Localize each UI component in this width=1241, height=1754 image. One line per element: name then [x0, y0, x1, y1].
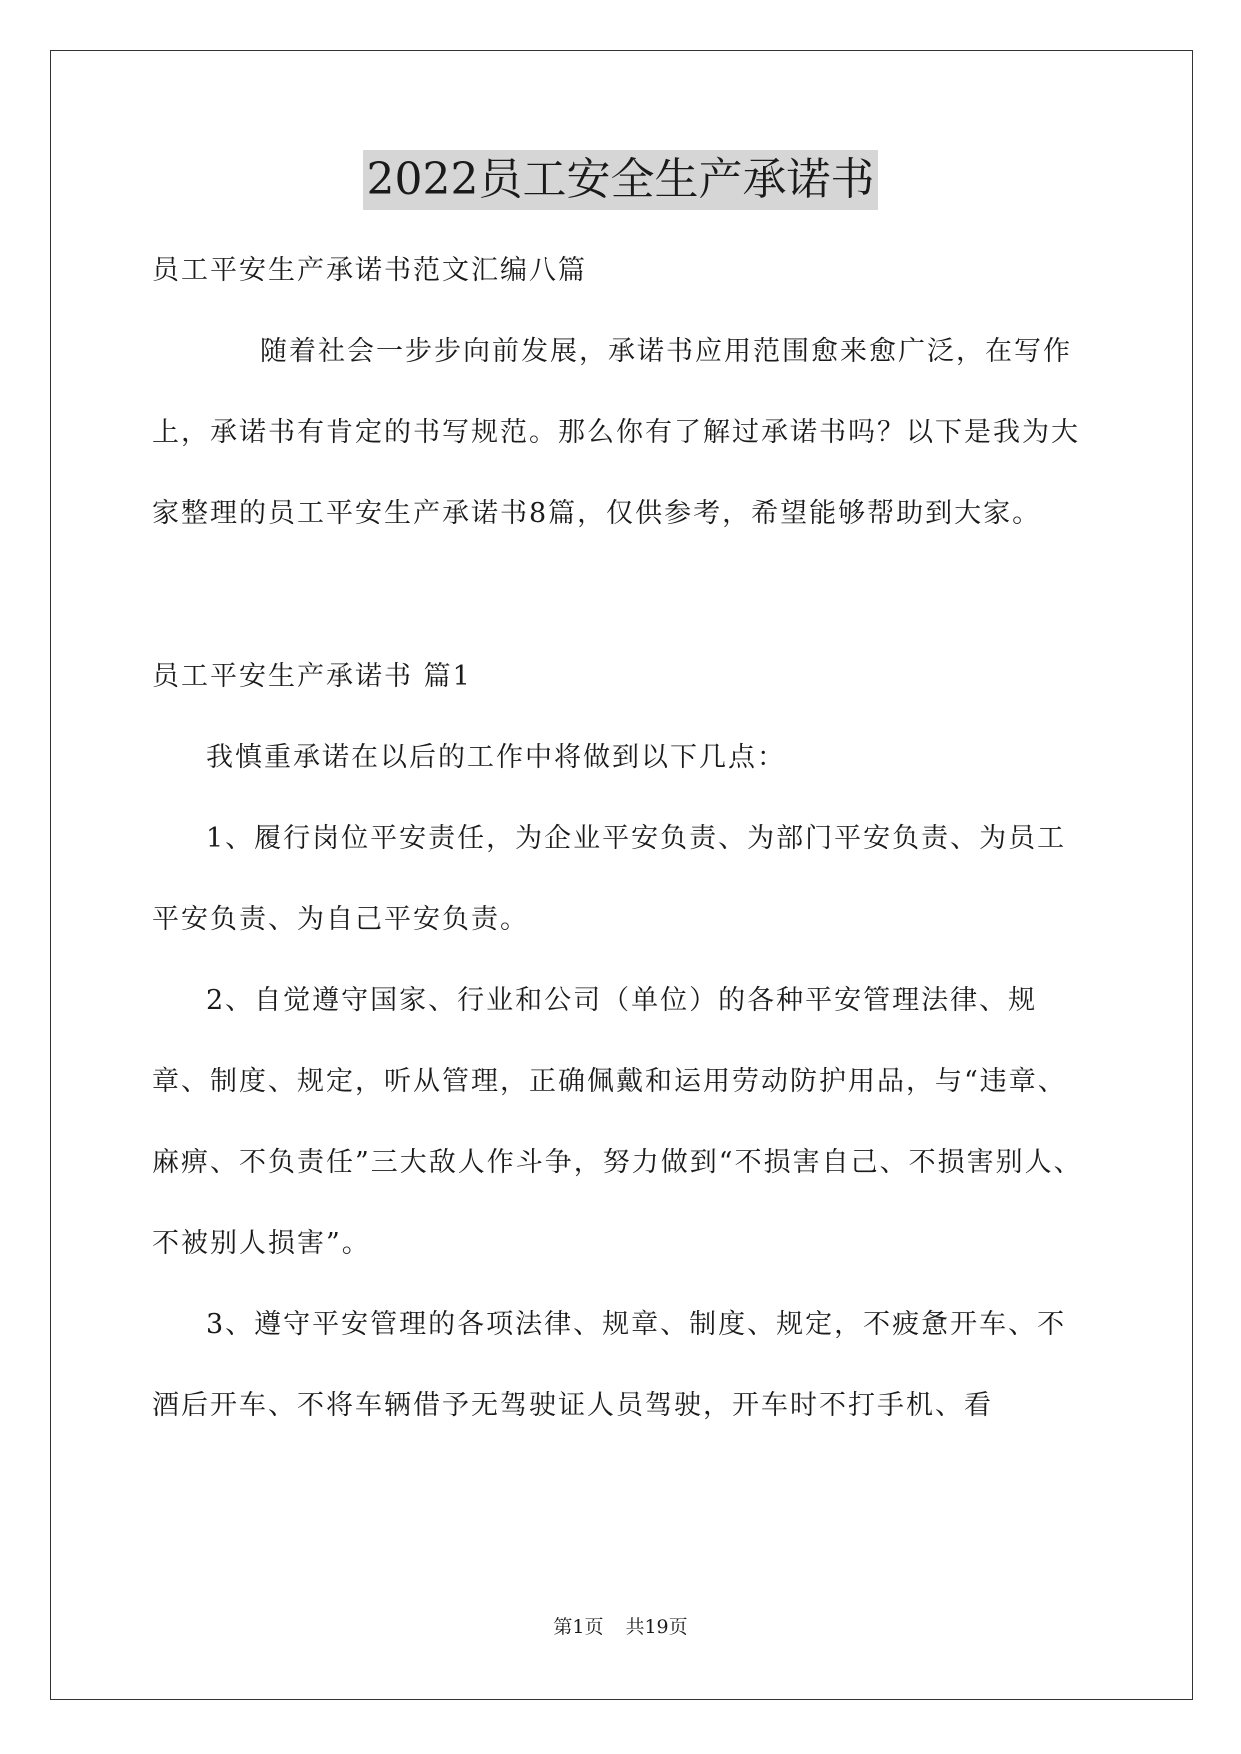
section-heading: 员工平安生产承诺书 篇1	[152, 661, 472, 692]
document-title: 2022员工安全生产承诺书	[363, 150, 879, 210]
document-subtitle: 员工平安生产承诺书范文汇编八篇	[152, 255, 587, 286]
page-total: 共19页	[625, 1616, 688, 1638]
body-paragraph-1: 1、履行岗位平安责任，为企业平安负责、为部门平安负责、为员工平安负责、为自己平安负责。	[152, 823, 1067, 935]
page-footer	[0, 1612, 1241, 1639]
page-number: 第1页	[553, 1616, 604, 1638]
body-paragraph-2: 2、自觉遵守国家、行业和公司（单位）的各种平安管理法律、规章、制度、规定，听从管理，正确佩戴和运用劳动防护用品，与“违章、麻痹、不负责任”三大敌人作斗争，努力做到“不损害自己、不损害别人、不被别人损害”。	[152, 985, 1083, 1259]
body-paragraph-3: 3、遵守平安管理的各项法律、规章、制度、规定，不疲惫开车、不酒后开车、不将车辆借予无驾驶证人员驾驶，开车时不打手机、看	[152, 1309, 1067, 1421]
title-container	[0, 150, 1241, 210]
body-paragraph-0: 我慎重承诺在以后的工作中将做到以下几点：	[206, 742, 786, 773]
intro-paragraph: 随着社会一步步向前发展，承诺书应用范围愈来愈广泛，在写作上，承诺书有肯定的书写规范。那么你有了解过承诺书吗？以下是我为大家整理的员工平安生产承诺书8篇，仅供参考，希望能够帮助到大家。	[152, 336, 1080, 529]
document-body	[152, 230, 1092, 1446]
